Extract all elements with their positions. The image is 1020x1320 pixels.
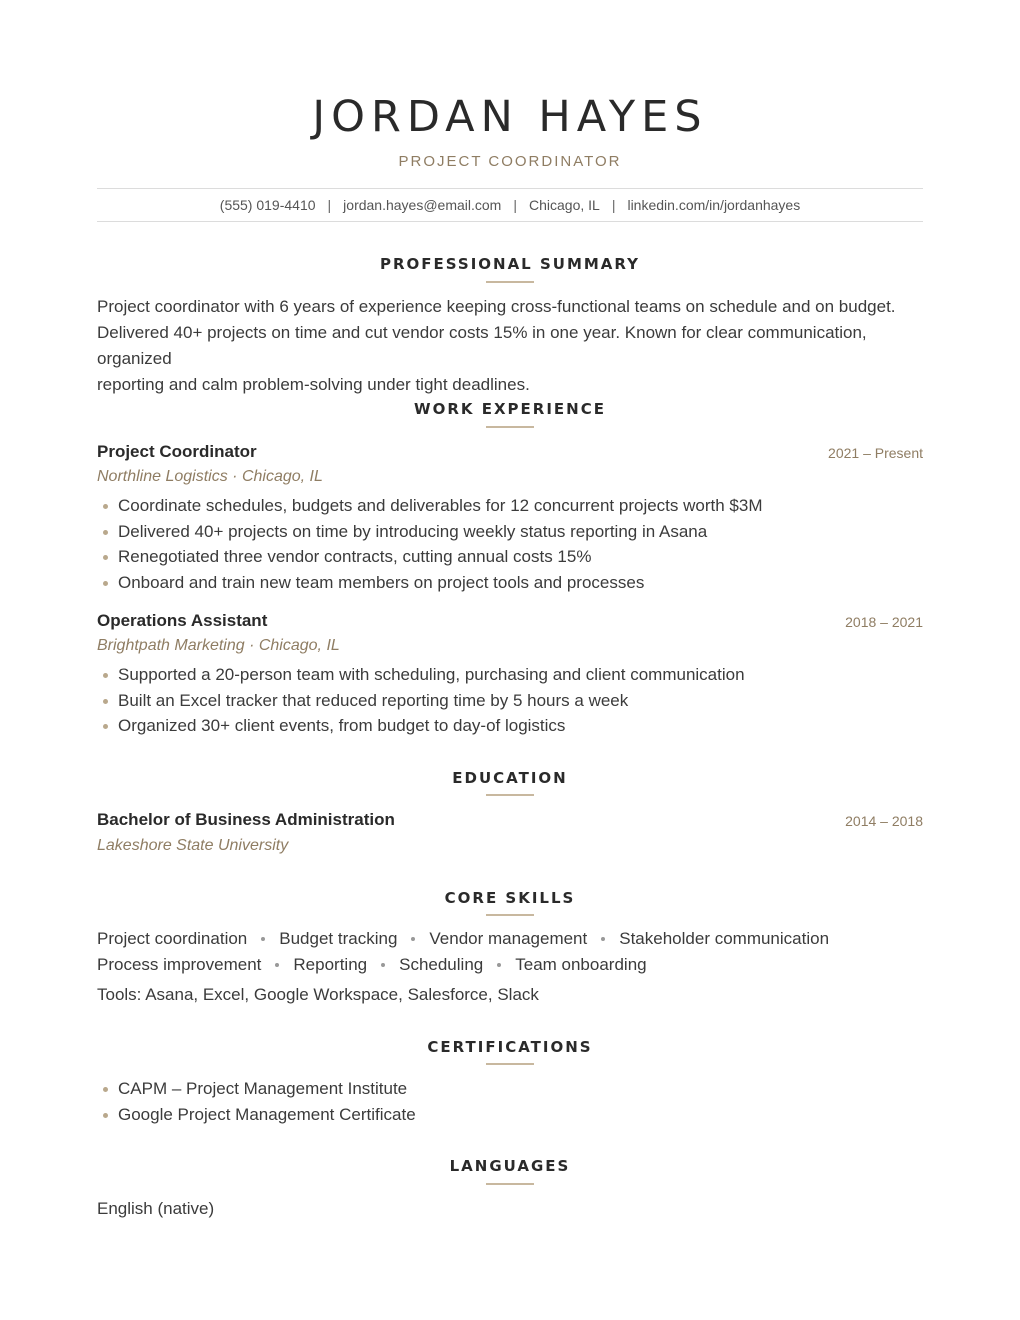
school: Lakeshore State University bbox=[97, 837, 289, 854]
section-rule bbox=[486, 914, 534, 916]
list-item: Coordinate schedules, budgets and deliverables for 12 concurrent projects worth $3M bbox=[97, 493, 923, 519]
section-rule bbox=[486, 281, 534, 283]
experience-heading: WORK EXPERIENCE bbox=[414, 400, 606, 418]
skills-heading: CORE SKILLS bbox=[444, 889, 576, 907]
contact-linkedin[interactable]: linkedin.com/in/jordanhayes bbox=[627, 197, 801, 213]
summary-line: Project coordinator with 6 years of experience keeping cross-functional teams on schedule and on budget. bbox=[97, 297, 896, 316]
contact-phone: (555) 019-4410 bbox=[219, 197, 316, 213]
certifications-heading: CERTIFICATIONS bbox=[427, 1038, 593, 1056]
education-dates: 2014 – 2018 bbox=[845, 813, 923, 829]
job-title: Operations Assistant bbox=[97, 611, 268, 630]
contact-separator: | bbox=[327, 197, 332, 213]
section-rule bbox=[486, 1183, 534, 1185]
candidate-title: PROJECT COORDINATOR bbox=[398, 153, 622, 170]
job-dates: 2018 – 2021 bbox=[845, 614, 923, 630]
separator-dot bbox=[411, 937, 415, 941]
skill-item: Scheduling bbox=[399, 955, 484, 974]
certifications-list bbox=[97, 1076, 923, 1127]
section-rule bbox=[486, 794, 534, 796]
list-item: Supported a 20-person team with scheduling, purchasing and client communication bbox=[97, 662, 923, 688]
skill-item: Budget tracking bbox=[279, 929, 398, 948]
separator-dot bbox=[275, 963, 279, 967]
separator-dot bbox=[261, 937, 265, 941]
job-organization: Northline Logistics · Chicago, IL bbox=[97, 468, 323, 485]
skill-item: Process improvement bbox=[97, 955, 262, 974]
list-item: Renegotiated three vendor contracts, cutting annual costs 15% bbox=[97, 544, 923, 570]
job-bullets bbox=[97, 493, 923, 596]
skill-item: Team onboarding bbox=[515, 955, 647, 974]
separator-dot bbox=[601, 937, 605, 941]
section-rule bbox=[486, 426, 534, 428]
contact-location: Chicago, IL bbox=[528, 197, 600, 213]
summary-text bbox=[97, 294, 923, 398]
job-bullets bbox=[97, 662, 923, 739]
list-item: Delivered 40+ projects on time by introducing weekly status reporting in Asana bbox=[97, 519, 923, 545]
summary-line: reporting and calm problem-solving under tight deadlines. bbox=[97, 375, 530, 394]
skills-row bbox=[97, 929, 923, 949]
list-item: Google Project Management Certificate bbox=[97, 1102, 923, 1128]
list-item: Built an Excel tracker that reduced reporting time by 5 hours a week bbox=[97, 688, 923, 714]
skill-item: Vendor management bbox=[429, 929, 588, 948]
job-organization: Brightpath Marketing · Chicago, IL bbox=[97, 637, 340, 654]
contact-separator: | bbox=[513, 197, 517, 213]
job-title: Project Coordinator bbox=[97, 442, 257, 461]
list-item: Onboard and train new team members on project tools and processes bbox=[97, 570, 923, 596]
degree: Bachelor of Business Administration bbox=[97, 810, 395, 829]
skills-row bbox=[97, 955, 923, 975]
contact-bar bbox=[97, 188, 923, 222]
separator-dot bbox=[381, 963, 385, 967]
job-dates: 2021 – Present bbox=[828, 445, 923, 461]
list-item: CAPM – Project Management Institute bbox=[97, 1076, 923, 1102]
section-rule bbox=[486, 1063, 534, 1065]
tools-line: Tools: Asana, Excel, Google Workspace, Salesforce, Slack bbox=[97, 985, 539, 1004]
summary-heading: PROFESSIONAL SUMMARY bbox=[379, 255, 641, 273]
languages-heading: LANGUAGES bbox=[449, 1157, 571, 1175]
candidate-name: JORDAN HAYES bbox=[312, 92, 708, 142]
contact-email[interactable]: jordan.hayes@email.com bbox=[343, 197, 502, 213]
education-heading: EDUCATION bbox=[452, 769, 568, 787]
contact-separator: | bbox=[611, 197, 616, 213]
languages-text: English (native) bbox=[97, 1199, 215, 1218]
list-item: Organized 30+ client events, from budget to day-of logistics bbox=[97, 713, 923, 739]
summary-line: Delivered 40+ projects on time and cut vendor costs 15% in one year. Known for clear communication, organized bbox=[97, 323, 867, 368]
skill-item: Stakeholder communication bbox=[619, 929, 830, 948]
separator-dot bbox=[497, 963, 501, 967]
skill-item: Reporting bbox=[293, 955, 368, 974]
skill-item: Project coordination bbox=[97, 929, 248, 948]
